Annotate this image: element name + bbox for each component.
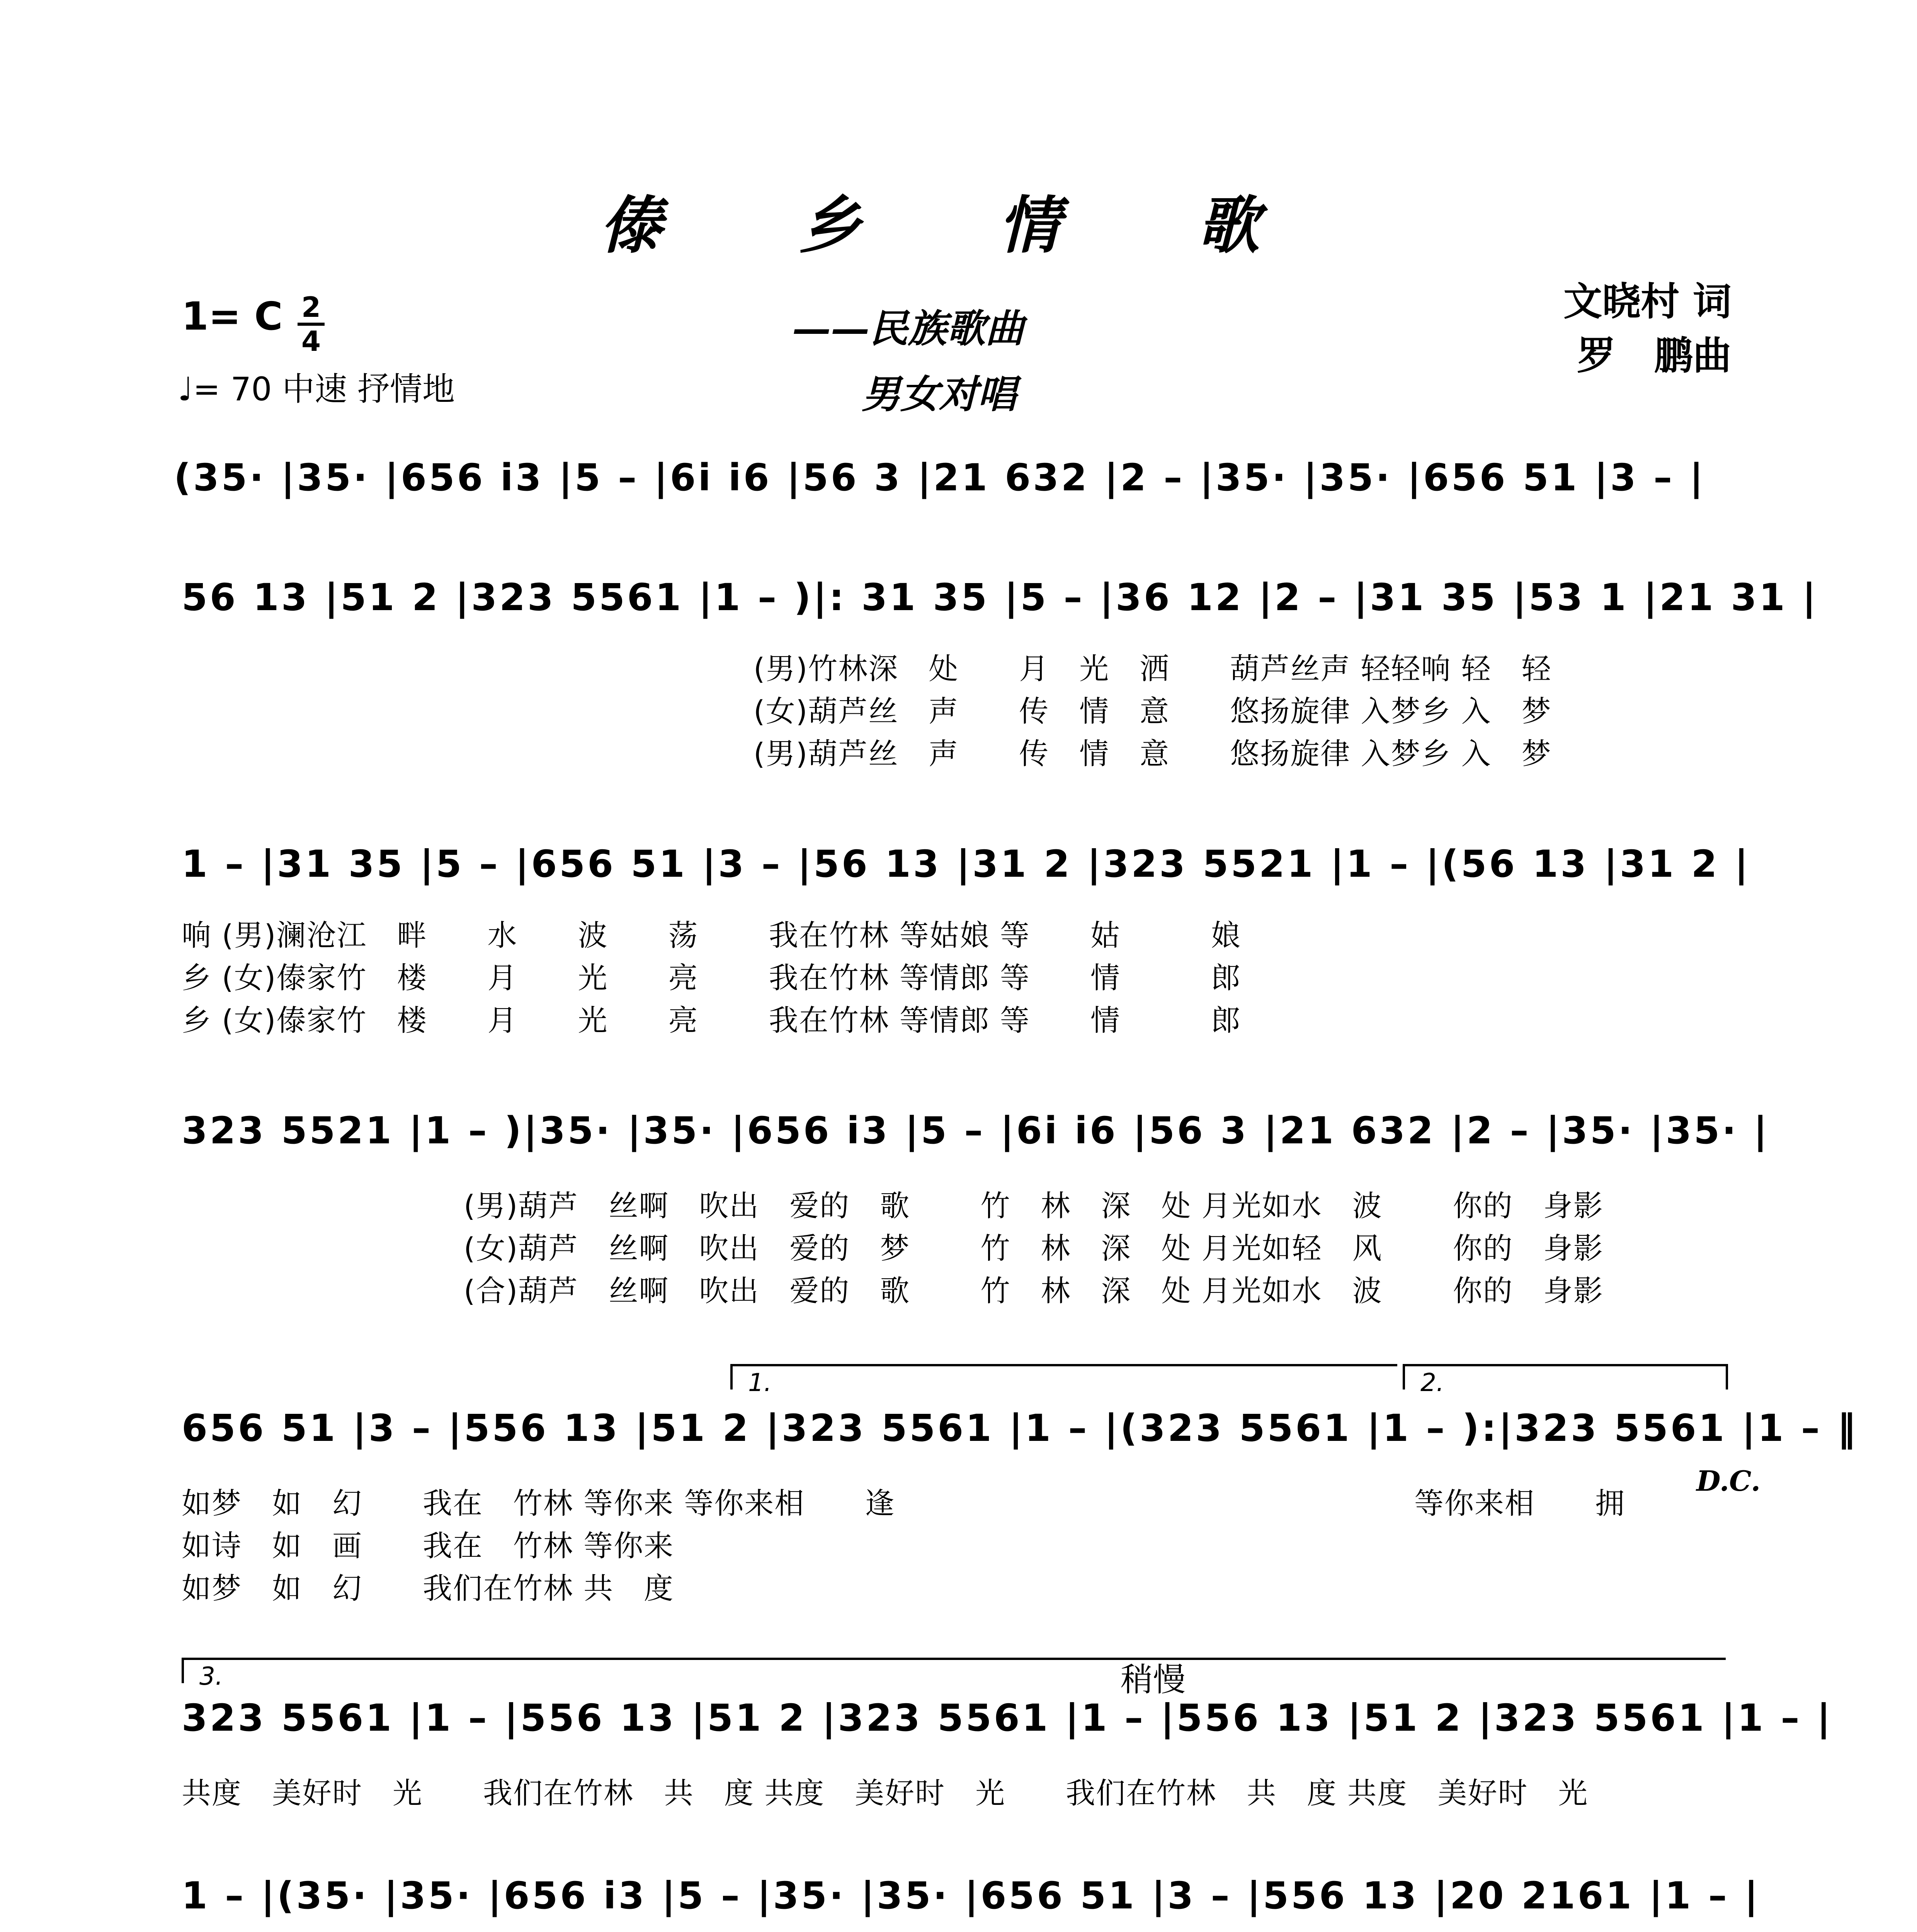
- lyric-line: (女)葫芦丝 声 传 情 意 悠扬旋律 入梦乡 入 梦: [754, 694, 1552, 728]
- subtitle-duet: 男女对唱: [862, 371, 1016, 417]
- score-line-5: 656 51 |3 – |556 13 |51 2 |323 5561 |1 – |(323 5561 |1 – ):|323 5561 |1 – ‖: [182, 1406, 1858, 1450]
- da-capo-mark: D.C.: [1696, 1464, 1761, 1497]
- score-line-6: 323 5561 |1 – |556 13 |51 2 |323 5561 |1 – |556 13 |51 2 |323 5561 |1 – |: [182, 1696, 1833, 1740]
- tempo-change-slightly-slower: 稍慢: [1121, 1661, 1186, 1699]
- volta-1-label: 1.: [748, 1369, 772, 1397]
- lyric-line: 如诗 如 画 我在 竹林 等你来: [182, 1529, 674, 1563]
- subtitle: ——民族歌曲: [792, 306, 1024, 351]
- score-line-1: (35· |35· |656 i3 |5 – |6i i6 |56 3 |21 632 |2 – |35· |35· |656 51 |3 – |: [174, 456, 1706, 499]
- time-signature-bottom: 4: [301, 325, 321, 357]
- lyric-line: (男)竹林深 处 月 光 洒 葫芦丝声 轻轻响 轻 轻: [754, 651, 1552, 686]
- lyric-line: 共度 美好时 光 我们在竹林 共 度 共度 美好时 光 我们在竹林 共 度 共度 美好时 光: [182, 1776, 1589, 1810]
- time-signature: [294, 292, 328, 357]
- song-title: 傣 乡 情 歌: [599, 189, 1318, 262]
- volta-2-label: 2.: [1420, 1369, 1444, 1397]
- volta-2-bracket: [1403, 1364, 1728, 1397]
- lyric-line: 如梦 如 幻 我在 竹林 等你来 等你来相 逢: [182, 1486, 895, 1520]
- tempo-marking: ♩= 70 中速 抒情地: [178, 370, 455, 408]
- lyric-line: 乡 (女)傣家竹 楼 月 光 亮 我在竹林 等情郎 等 情 郎: [182, 1003, 1241, 1037]
- lyric-line: 乡 (女)傣家竹 楼 月 光 亮 我在竹林 等情郎 等 情 郎: [182, 961, 1241, 995]
- lyric-line-volta-2: 等你来相 拥: [1414, 1486, 1625, 1520]
- lyric-line: (男)葫芦 丝啊 吹出 爱的 歌 竹 林 深 处 月光如水 波 你的 身影: [464, 1189, 1604, 1223]
- lyric-line: (合)葫芦 丝啊 吹出 爱的 歌 竹 林 深 处 月光如水 波 你的 身影: [464, 1274, 1604, 1308]
- composer-credit: 罗 鹏曲: [1577, 333, 1732, 378]
- score-line-3: 1 – |31 35 |5 – |656 51 |3 – |56 13 |31 2 |323 5521 |1 – |(56 13 |31 2 |: [182, 842, 1750, 886]
- volta-3-label: 3.: [199, 1662, 223, 1691]
- lyric-line: (女)葫芦 丝啊 吹出 爱的 梦 竹 林 深 处 月光如轻 风 你的 身影: [464, 1231, 1604, 1265]
- key-signature: 1= C: [182, 294, 283, 339]
- lyric-line: (男)葫芦丝 声 传 情 意 悠扬旋律 入梦乡 入 梦: [754, 736, 1552, 771]
- score-line-7: 1 – |(35· |35· |656 i3 |5 – |35· |35· |656 51 |3 – |556 13 |20 2161 |1 – |: [182, 1874, 1761, 1917]
- lyricist-credit: 文晓村 词: [1563, 279, 1732, 324]
- score-line-2: 56 13 |51 2 |323 5561 |1 – )|: 31 35 |5 – |36 12 |2 – |31 35 |53 1 |21 31 |: [182, 576, 1818, 619]
- lyric-line: 如梦 如 幻 我们在竹林 共 度: [182, 1571, 674, 1605]
- lyric-line: 响 (男)澜沧江 畔 水 波 荡 我在竹林 等姑娘 等 姑 娘: [182, 918, 1241, 952]
- score-line-4: 323 5521 |1 – )|35· |35· |656 i3 |5 – |6i i6 |56 3 |21 632 |2 – |35· |35· |: [182, 1109, 1770, 1152]
- volta-1-bracket: [730, 1364, 1397, 1397]
- time-signature-top: 2: [301, 291, 321, 323]
- volta-3-bracket: [182, 1658, 1726, 1691]
